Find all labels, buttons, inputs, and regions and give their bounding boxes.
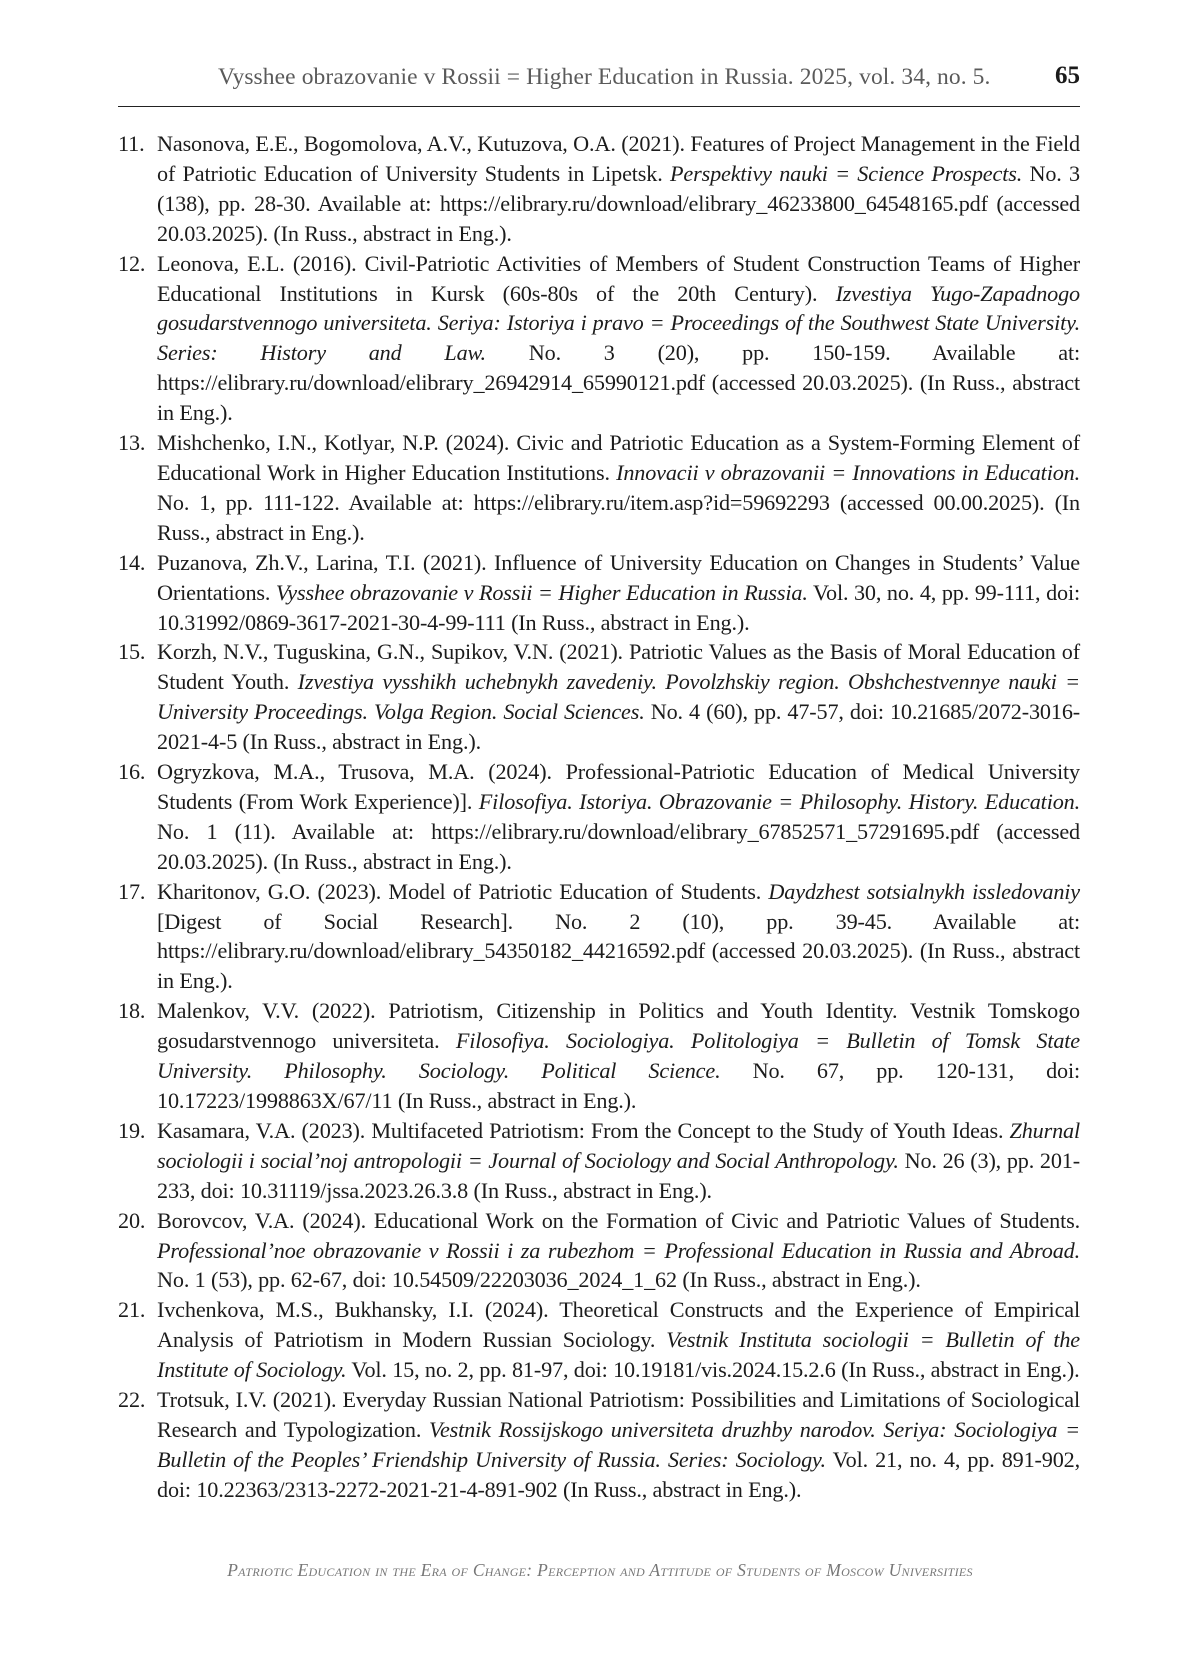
reference-source: Zhurnal sociologii i social’noj antropologii = Journal of Sociology and Social Anthropology.: [157, 1117, 1080, 1173]
reference-item: [118, 637, 1080, 757]
running-footer: Patriotic Education in the Era of Change: Perception and Attitude of Students of Moscow Universities: [227, 1560, 973, 1580]
reference-item: [118, 1116, 1080, 1206]
reference-authors-title: Korzh, N.V., Tuguskina, G.N., Supikov, V.N. (2021). Patriotic Values as the Basis of Moral Education of Student Youth.: [157, 639, 1080, 695]
reference-source: Daydzhest sotsialnykh issledovaniy: [768, 878, 1080, 904]
reference-number: 17.: [118, 878, 146, 904]
journal-citation: Vysshee obrazovanie v Rossii = Higher Education in Russia. 2025, vol. 34, no. 5.: [218, 64, 991, 90]
reference-number: 11.: [118, 131, 145, 156]
reference-list: [118, 129, 1080, 1505]
reference-details: [Digest of Social Research]. No. 2 (10), pp. 39-45. Available at: https://elibrary.ru/download/elibrary_54350182_44216592.pdf (accessed 20.03.2025). (In Russ., abstract in Eng.).: [157, 908, 1080, 994]
reference-authors-title: Kharitonov, G.O. (2023). Model of Patriotic Education of Students.: [157, 878, 769, 904]
reference-details: No. 3 (20), pp. 150-159. Available at: https://elibrary.ru/download/elibrary_26942914_65990121.pdf (accessed 20.03.2025). (In Russ., abstract in Eng.).: [157, 340, 1080, 426]
reference-number: 12.: [118, 250, 146, 276]
reference-item: [118, 1385, 1080, 1505]
reference-number: 15.: [118, 639, 146, 665]
reference-item: [118, 1295, 1080, 1385]
reference-authors-title: Trotsuk, I.V. (2021). Everyday Russian National Patriotism: Possibilities and Limitations of Sociological Research and Typologization.: [157, 1387, 1080, 1442]
reference-details: No. 1 (11). Available at: https://elibrary.ru/download/elibrary_67852571_57291695.pdf (accessed 20.03.2025). (In Russ., abstract in Eng.).: [157, 818, 1080, 874]
reference-item: [118, 129, 1080, 249]
reference-number: 18.: [118, 998, 146, 1024]
reference-source: Innovacii v obrazovanii = Innovations in Education.: [616, 459, 1080, 485]
reference-details: No. 1, pp. 111-122. Available at: https://elibrary.ru/item.asp?id=59692293 (accessed 00.00.2025). (In Russ., abstract in Eng.).: [157, 489, 1080, 545]
reference-source: Professional’noe obrazovanie v Rossii i za rubezhom = Professional Education in Russia and Abroad.: [157, 1237, 1080, 1263]
reference-item: [118, 428, 1080, 548]
reference-source: Vysshee obrazovanie v Rossii = Higher Education in Russia.: [275, 579, 808, 605]
reference-authors-title: Ogryzkova, M.A., Trusova, M.A. (2024). Professional-Patriotic Education of Medical University Students (From Work Experience)].: [157, 759, 1080, 814]
reference-details: No. 67, pp. 120-131, doi: 10.17223/1998863X/67/11 (In Russ., abstract in Eng.).: [157, 1058, 1080, 1113]
running-header: [118, 58, 1080, 107]
page-number: 65: [1055, 62, 1080, 89]
reference-source: Perspektivy nauki = Science Prospects.: [670, 160, 1023, 186]
reference-source: Vestnik Instituta sociologii = Bulletin of the Institute of Sociology.: [157, 1327, 1080, 1383]
reference-authors-title: Ivchenkova, M.S., Bukhansky, I.I. (2024). Theoretical Constructs and the Experience of Empirical Analysis of Patriotism in Modern Russian Sociology.: [157, 1297, 1080, 1353]
reference-number: 21.: [118, 1297, 146, 1323]
reference-item: [118, 996, 1080, 1116]
reference-item: [118, 548, 1080, 638]
reference-number: 22.: [118, 1387, 146, 1413]
reference-source: Vestnik Rossijskogo universiteta druzhby narodov. Seriya: Sociologiya = Bulletin of the Peoples’ Friendship University of Russia. Series: Sociology.: [157, 1416, 1080, 1472]
reference-details: Vol. 15, no. 2, pp. 81-97, doi: 10.19181/vis.2024.15.2.6 (In Russ., abstract in Eng.).: [346, 1357, 1080, 1383]
reference-item: [118, 249, 1080, 428]
reference-authors-title: Nasonova, E.E., Bogomolova, A.V., Kutuzova, O.A. (2021). Features of Project Management in the Field of Patriotic Education of University Students in Lipetsk.: [157, 131, 1080, 186]
reference-authors-title: Puzanova, Zh.V., Larina, T.I. (2021). Influence of University Education on Changes in Students’ Value Orientations.: [157, 549, 1080, 605]
reference-authors-title: Leonova, E.L. (2016). Civil-Patriotic Activities of Members of Student Construction Teams of Higher Educational Institutions in Kursk (60s-80s of the 20th Century).: [157, 250, 1080, 306]
reference-number: 14.: [118, 549, 146, 575]
reference-authors-title: Borovcov, V.A. (2024). Educational Work on the Formation of Civic and Patriotic Values of Students.: [157, 1207, 1080, 1233]
reference-details: No. 26 (3), pp. 201-233, doi: 10.31119/jssa.2023.26.3.8 (In Russ., abstract in Eng.).: [157, 1147, 1080, 1203]
reference-item: [118, 757, 1080, 877]
reference-authors-title: Kasamara, V.A. (2023). Multifaceted Patriotism: From the Concept to the Study of Youth Ideas.: [157, 1117, 1010, 1143]
reference-details: Vol. 30, no. 4, pp. 99-111, doi: 10.31992/0869-3617-2021-30-4-99-111 (In Russ., abstract in Eng.).: [157, 579, 1080, 635]
reference-details: No. 1 (53), pp. 62-67, doi: 10.54509/22203036_2024_1_62 (In Russ., abstract in Eng.).: [157, 1267, 921, 1293]
reference-number: 13.: [118, 430, 146, 456]
reference-source: Izvestiya vysshikh uchebnykh zavedeniy. Povolzhskiy region. Obshchestvennye nauki = University Proceedings. Volga Region. Social Sciences.: [157, 669, 1080, 725]
reference-number: 20.: [118, 1207, 146, 1233]
reference-item: [118, 1206, 1080, 1296]
reference-number: 19.: [118, 1117, 146, 1143]
reference-item: [118, 877, 1080, 997]
reference-source: Izvestiya Yugo-Zapadnogo gosudarstvennogo universiteta. Seriya: Istoriya i pravo = Proceedings of the Southwest State University. Series: History and Law.: [157, 280, 1080, 366]
reference-authors-title: Malenkov, V.V. (2022). Patriotism, Citizenship in Politics and Youth Identity. Vestnik Tomskogo gosudarstvennogo universiteta.: [157, 998, 1080, 1054]
reference-authors-title: Mishchenko, I.N., Kotlyar, N.P. (2024). Civic and Patriotic Education as a System-Forming Element of Educational Work in Higher Education Institutions.: [157, 430, 1080, 485]
reference-details: No. 3 (138), pp. 28-30. Available at: https://elibrary.ru/download/elibrary_46233800_64548165.pdf (accessed 20.03.2025). (In Russ., abstract in Eng.).: [157, 160, 1080, 246]
reference-source: Filosofiya. Sociologiya. Politologiya = Bulletin of Tomsk State University. Philosophy. Sociology. Political Science.: [157, 1028, 1080, 1084]
reference-number: 16.: [118, 759, 146, 785]
reference-details: No. 4 (60), pp. 47-57, doi: 10.21685/2072-3016-2021-4-5 (In Russ., abstract in Eng.).: [157, 699, 1081, 755]
reference-source: Filosofiya. Istoriya. Obrazovanie = Philosophy. History. Education.: [478, 788, 1080, 814]
reference-details: Vol. 21, no. 4, pp. 891-902, doi: 10.22363/2313-2272-2021-21-4-891-902 (In Russ., abstract in Eng.).: [157, 1446, 1081, 1502]
